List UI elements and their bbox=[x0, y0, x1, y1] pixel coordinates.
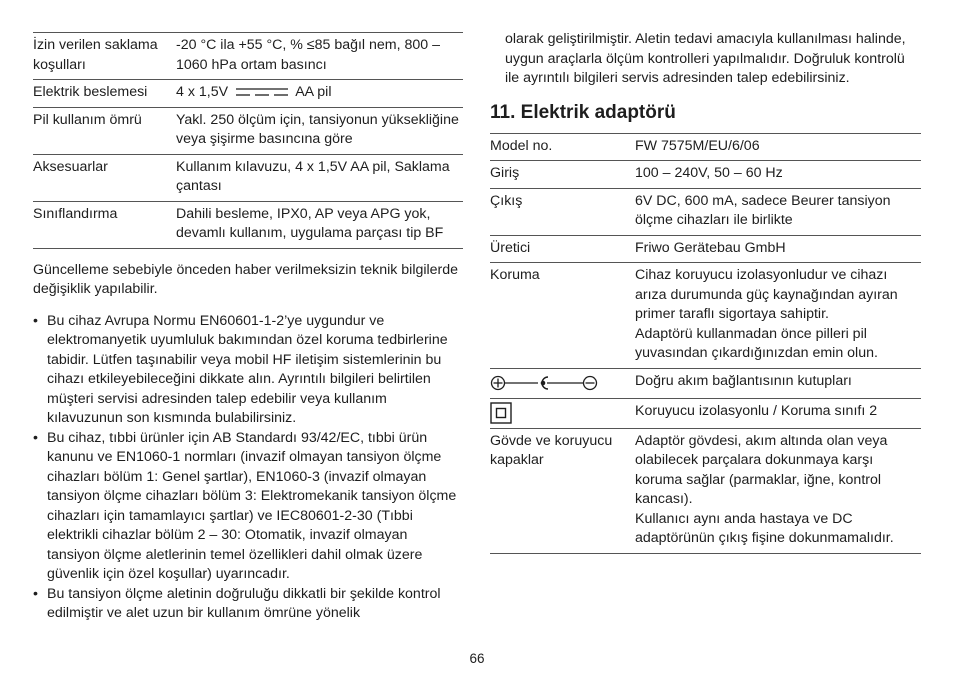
right-column bbox=[490, 0, 921, 554]
spec-value: 6V DC, 600 mA, sadece Beurer tansiyon ölçme cihazları ile birlikte bbox=[635, 192, 891, 228]
compliance-list bbox=[33, 312, 463, 624]
spec-value: FW 7575M/EU/6/06 bbox=[635, 137, 760, 154]
spec-value: Yakl. 250 ölçüm için, tansiyonun yüksekliğine veya şişirme basıncına göre bbox=[176, 111, 459, 147]
spec-key: Sınıflandırma bbox=[33, 205, 118, 222]
spec-value: 100 – 240V, 50 – 60 Hz bbox=[635, 165, 783, 181]
list-item: • Bu tansiyon ölçme aletinin doğruluğu dikkatli bir şekilde kontrol edilmiştir ve alet uzun bir kullanım ömrüne yönelik bbox=[33, 585, 463, 624]
spec-key: Çıkış bbox=[490, 192, 523, 209]
spec-key: Giriş bbox=[490, 165, 520, 181]
table-row bbox=[490, 398, 921, 428]
spec-value: Doğru akım bağlantısının kutupları bbox=[635, 372, 852, 389]
table-row bbox=[33, 33, 463, 80]
update-note: Güncelleme sebebiyle önceden haber verilmeksizin teknik bilgilerde değişiklik yapılabilir. bbox=[33, 261, 459, 297]
list-item: • Bu cihaz, tıbbi ürünler için AB Standardı 93/42/EC, tıbbi ürün kanunu ve EN1060-1 normları (invazif olmayan tansiyon ölçme cihazları bölüm 1: Genel şartlar), EN1060-3 (invazif olmayan tansiyon ölçme cihazları bölüm 3: Elektromekanik tansiyon ölçme cihazları için tamamlayıcı şartlar) ve IEC80601-2-30 (Tıbbi elektrikli cihazlar bölüm 2 – 30: Otomatik, invazif olmayan tansiyon ölçme aletlerinin temel özellikleri dahil olmak üzere güvenlik için özel koşullar) uyarıncadır. bbox=[33, 429, 463, 585]
spec-key: Pil kullanım ömrü bbox=[33, 111, 142, 128]
spec-value: -20 °C ila +55 °C, % ≤85 bağıl nem, 800 – 1060 hPa ortam basıncı bbox=[176, 37, 441, 73]
left-column bbox=[33, 0, 463, 624]
spec-key: Gövde ve koruyucu kapaklar bbox=[490, 432, 613, 468]
spec-key bbox=[490, 398, 635, 428]
section-heading: 11. Elektrik adaptörü bbox=[490, 101, 676, 123]
spec-key: Koruma bbox=[490, 267, 540, 283]
adapter-spec-table bbox=[490, 133, 921, 554]
spec-value: 4 x 1,5V AA pil bbox=[176, 84, 332, 100]
table-row bbox=[33, 107, 463, 154]
dc-current-icon bbox=[236, 87, 288, 97]
spec-key bbox=[490, 368, 635, 398]
table-row bbox=[33, 80, 463, 108]
spec-key: Aksesuarlar bbox=[33, 158, 108, 175]
table-row bbox=[490, 263, 921, 369]
spec-key: Model no. bbox=[490, 137, 553, 154]
spec-key: Üretici bbox=[490, 239, 531, 256]
spec-value: Cihaz koruyucu izolasyonludur ve cihazı arıza durumunda güç kaynağından ayıran primer taraflı sigortaya sahiptir. Adaptörü kullanmadan önce pilleri pil yuvasından çıkardığınızdan emin olun. bbox=[635, 267, 898, 361]
device-spec-table bbox=[33, 32, 463, 249]
table-row bbox=[490, 368, 921, 398]
polarity-icon bbox=[490, 374, 598, 392]
page-number: 66 bbox=[469, 651, 485, 666]
table-row bbox=[33, 154, 463, 201]
table-row bbox=[490, 235, 921, 263]
table-row bbox=[490, 133, 921, 161]
double-insulation-icon bbox=[490, 402, 512, 424]
spec-value: Kullanım kılavuzu, 4 x 1,5V AA pil, Saklama çantası bbox=[176, 158, 450, 194]
spec-key: Elektrik beslemesi bbox=[33, 84, 148, 100]
table-row bbox=[33, 201, 463, 248]
continuation-paragraph: olarak geliştirilmiştir. Aletin tedavi amacıyla kullanılması halinde, uygun araçlarla ölçüm kontrolleri yapılmalıdır. Doğruluk kontrolü ile ayrıntılı bilgileri servis adresinden talep edebilirsiniz. bbox=[505, 31, 906, 86]
spec-value: Friwo Gerätebau GmbH bbox=[635, 239, 786, 256]
table-row bbox=[490, 161, 921, 189]
spec-value: Adaptör gövdesi, akım altında olan veya olabilecek parçalara dokunmaya karşı koruma sağlar (parmaklar, iğne, kontrol kancası). Kullanıcı aynı anda hastaya ve DC adaptörünün çıkış fişine dokunmamalıdır. bbox=[635, 432, 894, 546]
spec-value: Dahili besleme, IPX0, AP veya APG yok, devamlı kullanım, uygulama parçası tip BF bbox=[176, 205, 444, 241]
table-row bbox=[490, 428, 921, 553]
spec-key: İzin verilen saklama koşulları bbox=[33, 37, 158, 73]
list-item: • Bu cihaz Avrupa Normu EN60601-1-2’ye uygundur ve elektromanyetik uyumluluk bakımından özel koruma tedbirlerine tabidir. Lütfen taşınabilir veya mobil HF iletişim sistemlerinin bu cihazı etkileyebileceğini dikkate alın. Ayrıntılı bilgileri belirtilen müşteri servisi adresinden talep edebilir veya kullanım kılavuzunun son kısmında bulabilirsiniz. bbox=[33, 312, 463, 429]
spec-value: Koruyucu izolasyonlu / Koruma sınıfı 2 bbox=[635, 402, 878, 419]
table-row bbox=[490, 188, 921, 235]
